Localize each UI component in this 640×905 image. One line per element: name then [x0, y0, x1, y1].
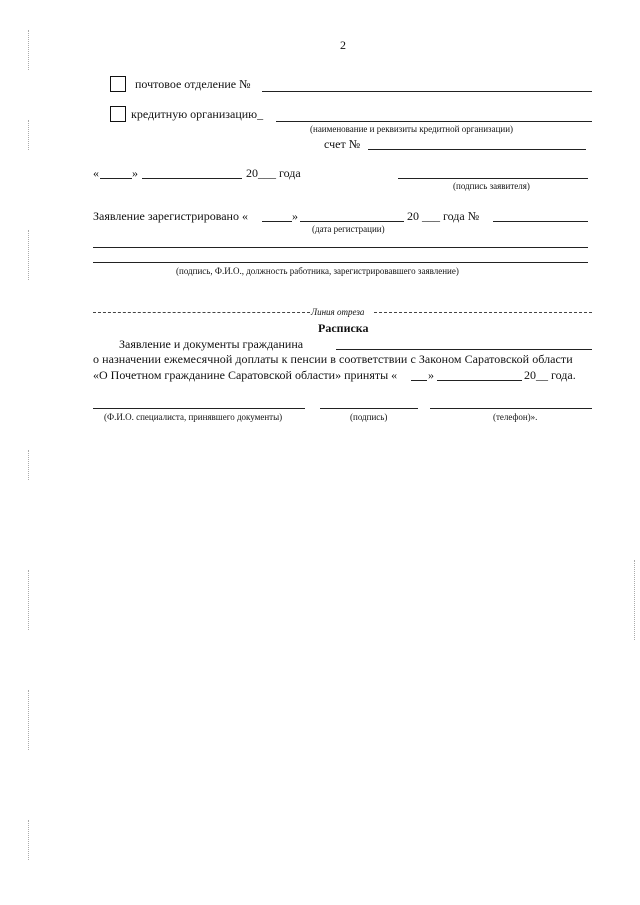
phone-hint: (телефон)».: [493, 412, 538, 422]
specialist-signature-field[interactable]: [320, 408, 418, 409]
margin-mark: [28, 690, 29, 750]
registration-year-label: 20 ___ года №: [407, 209, 480, 223]
account-label: счет №: [324, 137, 361, 151]
margin-mark: [28, 120, 29, 150]
margin-mark: [28, 820, 29, 860]
applicant-signature-hint: (подпись заявителя): [453, 181, 530, 191]
applicant-signature-field[interactable]: [398, 178, 588, 179]
account-field[interactable]: [368, 149, 586, 150]
cut-line-right: [374, 312, 592, 313]
margin-mark: [28, 230, 29, 280]
credit-org-checkbox[interactable]: [110, 106, 126, 122]
cut-line-label: Линия отреза: [311, 307, 365, 317]
credit-org-label: кредитную организацию_: [131, 107, 264, 121]
date-quote-close: »: [132, 166, 138, 180]
receipt-line-2: о назначении ежемесячной доплаты к пенсии в соответствии с Законом Саратовской области: [93, 352, 573, 366]
date-month-field[interactable]: [142, 178, 242, 179]
officer-field-1[interactable]: [93, 247, 588, 248]
post-office-field[interactable]: [262, 91, 592, 92]
registration-label: Заявление зарегистрировано «: [93, 209, 248, 223]
margin-mark: [28, 30, 29, 70]
post-office-checkbox[interactable]: [110, 76, 126, 92]
date-quote-open: «: [93, 166, 99, 180]
margin-mark: [28, 570, 29, 630]
officer-hint: (подпись, Ф.И.О., должность работника, зарегистрировавшего заявление): [176, 266, 459, 276]
receipt-title: Расписка: [318, 321, 369, 335]
page-number: 2: [340, 38, 346, 52]
phone-field[interactable]: [430, 408, 592, 409]
margin-mark: [28, 450, 29, 480]
officer-field-2[interactable]: [93, 262, 588, 263]
registration-quote-close: »: [292, 209, 298, 223]
specialist-name-hint: (Ф.И.О. специалиста, принявшего документы): [104, 412, 283, 422]
credit-org-hint: (наименование и реквизиты кредитной организации): [310, 124, 514, 134]
cut-line-left: [93, 312, 310, 313]
registration-month-field[interactable]: [300, 221, 404, 222]
date-year-label: 20___ года: [246, 166, 301, 180]
receipt-month-field[interactable]: [437, 380, 522, 381]
citizen-name-field[interactable]: [336, 349, 592, 350]
specialist-signature-hint: (подпись): [350, 412, 388, 422]
receipt-year-label: 20__ года.: [524, 368, 576, 382]
margin-mark: [634, 560, 635, 640]
receipt-day-field[interactable]: [411, 380, 427, 381]
specialist-name-field[interactable]: [93, 408, 305, 409]
post-office-label: почтовое отделение №: [135, 77, 251, 91]
registration-number-field[interactable]: [493, 221, 588, 222]
registration-day-field[interactable]: [262, 221, 292, 222]
receipt-quote-close: »: [428, 368, 434, 382]
date-day-field[interactable]: [100, 178, 132, 179]
credit-org-field[interactable]: [276, 121, 592, 122]
registration-date-hint: (дата регистрации): [312, 224, 385, 234]
receipt-line-3a: «О Почетном гражданине Саратовской области» приняты «: [93, 368, 398, 382]
receipt-line-1: Заявление и документы гражданина: [119, 337, 304, 351]
